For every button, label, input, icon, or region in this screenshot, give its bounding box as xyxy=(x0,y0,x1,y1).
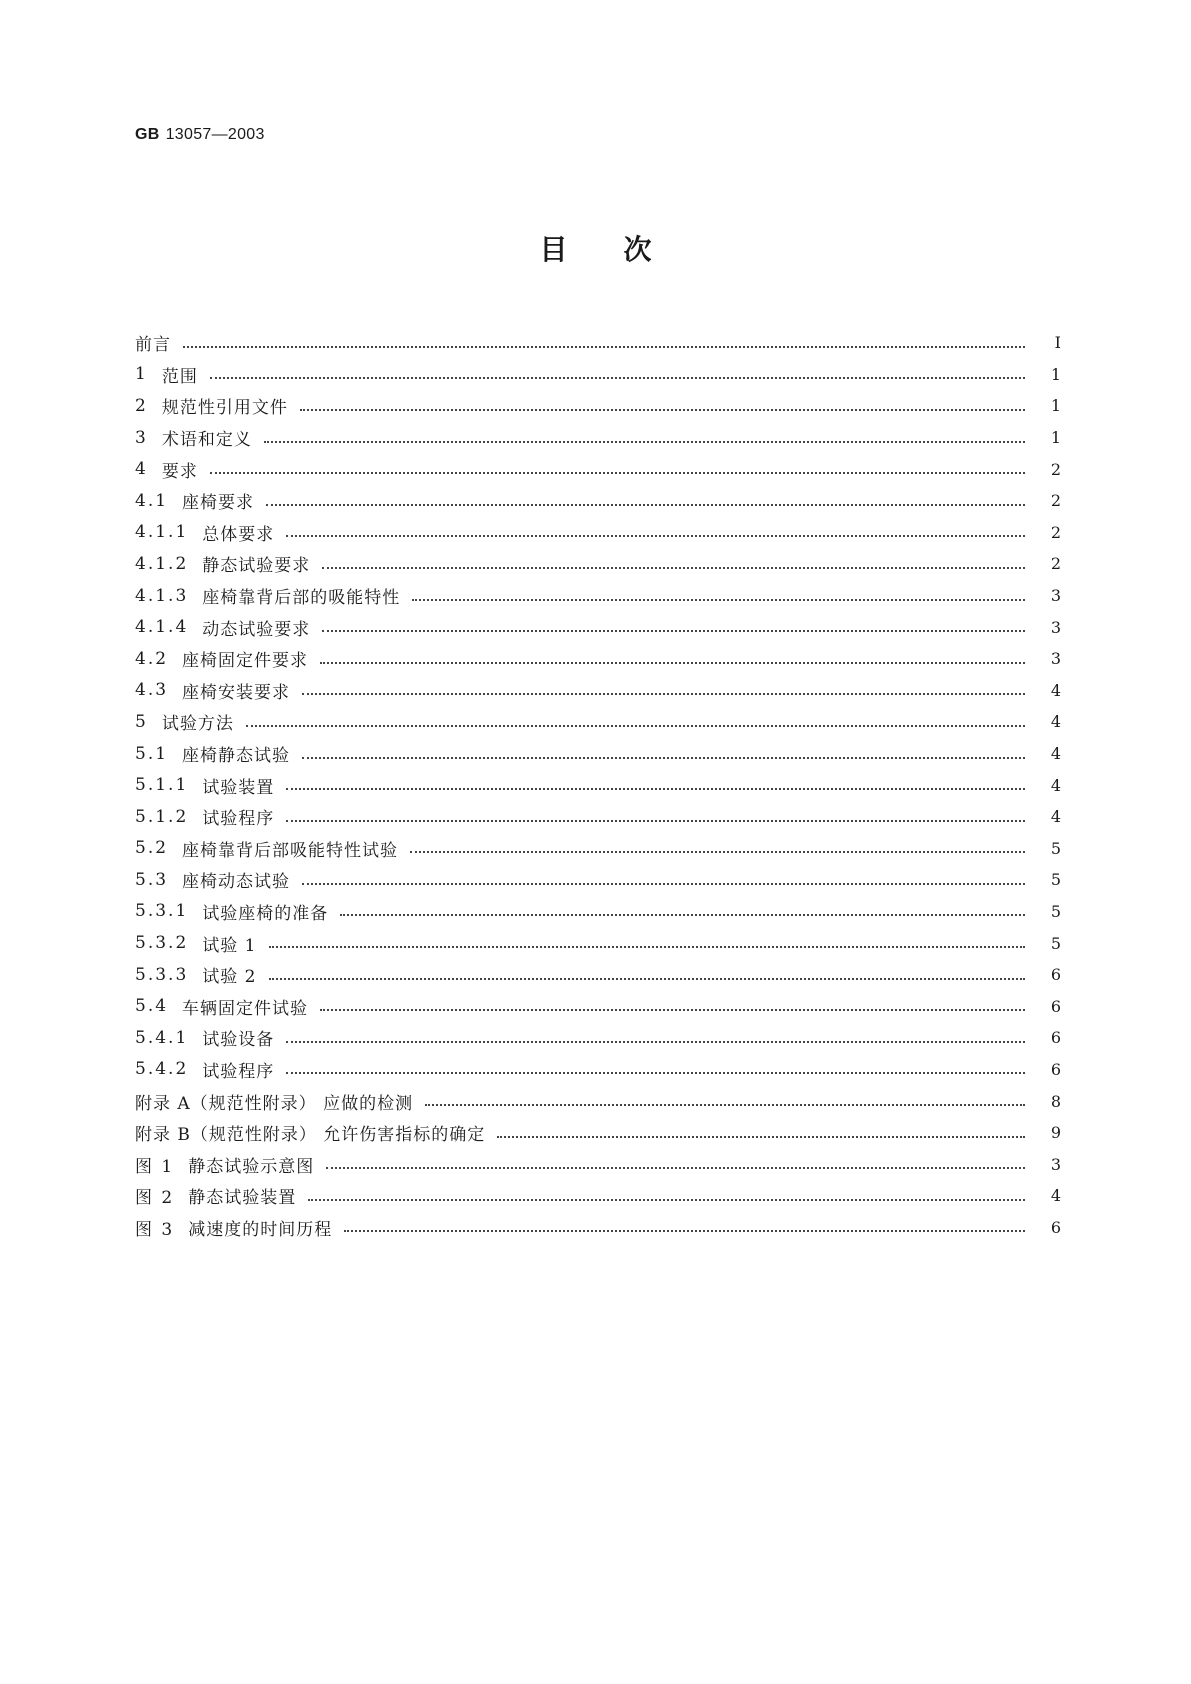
toc-entry-number: 4.1 xyxy=(135,490,169,511)
toc-entry[interactable] xyxy=(135,769,1061,801)
toc-entry-label: 试验座椅的准备 xyxy=(202,903,329,924)
toc-dot-leader xyxy=(286,788,1025,790)
toc-dot-leader xyxy=(322,567,1025,569)
toc-entry-label: 车辆固定件试验 xyxy=(182,998,309,1019)
toc-entry[interactable] xyxy=(135,580,1061,612)
toc-entry[interactable] xyxy=(135,643,1061,675)
toc-entry-label: 规范性引用文件 xyxy=(161,398,288,419)
toc-entry-label: 减速度的时间历程 xyxy=(188,1219,333,1240)
toc-entry-number: 图 1 xyxy=(135,1156,175,1177)
toc-entry-page: 4 xyxy=(1050,744,1061,764)
toc-entry-number: 4.1.1 xyxy=(135,522,189,543)
toc-entry-label: 座椅靠背后部吸能特性试验 xyxy=(182,840,399,861)
toc-dot-leader xyxy=(269,978,1026,980)
toc-entry[interactable] xyxy=(135,390,1061,422)
toc-entry-number: 5.3.2 xyxy=(135,933,189,954)
toc-entry-number: 5.3 xyxy=(135,869,169,890)
toc-entry-page: 6 xyxy=(1050,1217,1061,1237)
toc-entry[interactable] xyxy=(135,675,1061,707)
toc-entry[interactable] xyxy=(135,359,1061,391)
toc-entry-label: 静态试验要求 xyxy=(202,556,311,577)
toc-entry-label: 试验方法 xyxy=(161,714,234,735)
document-header xyxy=(135,126,265,144)
toc-dot-leader xyxy=(302,883,1025,885)
toc-entry-page: 4 xyxy=(1050,775,1061,795)
toc-entry-number: 5.4 xyxy=(135,996,169,1017)
toc-entry[interactable] xyxy=(135,927,1061,959)
toc-entry-label: 前言 xyxy=(135,335,171,356)
toc-dot-leader xyxy=(320,1009,1025,1011)
toc-dot-leader xyxy=(326,1167,1025,1169)
toc-entry-number: 5.3.3 xyxy=(135,964,189,985)
toc-dot-leader xyxy=(308,1199,1025,1201)
toc-entry[interactable] xyxy=(135,896,1061,928)
toc-entry-number: 图 3 xyxy=(135,1219,175,1240)
toc-entry-page: 6 xyxy=(1050,996,1061,1016)
toc-entry-label: 座椅要求 xyxy=(182,493,255,514)
toc-entry-page: 8 xyxy=(1050,1091,1061,1111)
toc-dot-leader xyxy=(266,504,1025,506)
toc-entry-label: 附录 B（规范性附录） 允许伤害指标的确定 xyxy=(135,1125,486,1146)
toc-entry-page: 6 xyxy=(1050,1059,1061,1079)
toc-dot-leader xyxy=(300,409,1025,411)
table-of-contents xyxy=(135,327,1061,1243)
toc-entry[interactable] xyxy=(135,1117,1061,1149)
toc-entry-number: 图 2 xyxy=(135,1188,175,1209)
toc-entry-page: 2 xyxy=(1050,459,1061,479)
toc-entry-page: 5 xyxy=(1050,933,1061,953)
toc-entry-page: 3 xyxy=(1050,1154,1061,1174)
toc-entry[interactable] xyxy=(135,1054,1061,1086)
toc-entry-number: 5.4.1 xyxy=(135,1027,189,1048)
toc-entry-page: 5 xyxy=(1050,838,1061,858)
toc-entry[interactable] xyxy=(135,1180,1061,1212)
standard-code: 13057—2003 xyxy=(165,126,265,143)
toc-entry[interactable] xyxy=(135,1212,1061,1244)
toc-entry-number: 4.1.3 xyxy=(135,585,189,606)
toc-entry-label: 范围 xyxy=(161,366,198,387)
toc-entry-page: 6 xyxy=(1050,965,1061,985)
toc-entry-label: 座椅动态试验 xyxy=(182,872,291,893)
toc-dot-leader xyxy=(340,914,1025,916)
toc-entry[interactable] xyxy=(135,833,1061,865)
toc-dot-leader xyxy=(320,662,1025,664)
toc-entry[interactable] xyxy=(135,327,1061,359)
toc-dot-leader xyxy=(286,1072,1025,1074)
toc-entry[interactable] xyxy=(135,422,1061,454)
toc-entry-label: 试验程序 xyxy=(202,1061,275,1082)
toc-entry[interactable] xyxy=(135,706,1061,738)
toc-entry[interactable] xyxy=(135,485,1061,517)
toc-entry-number: 4.3 xyxy=(135,680,169,701)
toc-entry-page: 3 xyxy=(1050,617,1061,637)
toc-entry-page: 2 xyxy=(1050,522,1061,542)
toc-dot-leader xyxy=(210,472,1025,474)
toc-dot-leader xyxy=(410,851,1025,853)
toc-dot-leader xyxy=(344,1230,1025,1232)
toc-entry-number: 4 xyxy=(135,459,148,480)
toc-entry[interactable] xyxy=(135,1022,1061,1054)
toc-entry-label: 试验 1 xyxy=(202,935,257,956)
toc-dot-leader xyxy=(210,377,1025,379)
toc-entry[interactable] xyxy=(135,611,1061,643)
toc-entry-page: 2 xyxy=(1050,554,1061,574)
toc-entry-label: 附录 A（规范性附录） 应做的检测 xyxy=(135,1093,414,1114)
toc-entry-label: 术语和定义 xyxy=(161,430,252,451)
toc-entry[interactable] xyxy=(135,517,1061,549)
toc-entry-number: 5.4.2 xyxy=(135,1059,189,1080)
toc-dot-leader xyxy=(264,441,1025,443)
toc-entry-label: 静态试验装置 xyxy=(188,1188,297,1209)
toc-dot-leader xyxy=(302,757,1025,759)
toc-entry[interactable] xyxy=(135,864,1061,896)
toc-entry-label: 总体要求 xyxy=(202,524,275,545)
toc-entry-number: 4.1.2 xyxy=(135,553,189,574)
toc-entry-label: 座椅安装要求 xyxy=(182,682,291,703)
toc-dot-leader xyxy=(246,725,1025,727)
toc-entry-label: 座椅固定件要求 xyxy=(182,651,309,672)
toc-entry-number: 5.1.2 xyxy=(135,806,189,827)
toc-entry-label: 要求 xyxy=(161,461,198,482)
toc-entry-number: 1 xyxy=(135,364,148,385)
toc-entry[interactable] xyxy=(135,959,1061,991)
toc-entry-page: 4 xyxy=(1050,680,1061,700)
standard-prefix: GB xyxy=(135,126,160,143)
toc-entry-number: 5.1 xyxy=(135,743,169,764)
toc-entry-page: 2 xyxy=(1050,491,1061,511)
toc-entry-page: 5 xyxy=(1050,901,1061,921)
toc-entry-number: 5.3.1 xyxy=(135,901,189,922)
toc-entry-page: 4 xyxy=(1050,807,1061,827)
toc-entry-page: 3 xyxy=(1050,649,1061,669)
toc-dot-leader xyxy=(412,599,1025,601)
toc-entry[interactable] xyxy=(135,801,1061,833)
toc-entry-page: 3 xyxy=(1050,586,1061,606)
toc-entry[interactable] xyxy=(135,738,1061,770)
toc-entry-label: 座椅静态试验 xyxy=(182,746,291,767)
toc-dot-leader xyxy=(286,820,1025,822)
toc-entry-label: 试验 2 xyxy=(202,967,257,988)
toc-dot-leader xyxy=(322,630,1025,632)
toc-entry-number: 5.2 xyxy=(135,838,169,859)
toc-entry[interactable] xyxy=(135,548,1061,580)
toc-entry-label: 试验装置 xyxy=(202,777,275,798)
toc-entry-label: 试验设备 xyxy=(202,1030,275,1051)
toc-dot-leader xyxy=(425,1104,1025,1106)
toc-entry-page: 5 xyxy=(1050,870,1061,890)
toc-entry-page: 4 xyxy=(1050,1186,1061,1206)
toc-entry[interactable] xyxy=(135,1148,1061,1180)
toc-entry-label: 试验程序 xyxy=(202,809,275,830)
toc-entry-number: 4.2 xyxy=(135,648,169,669)
toc-dot-leader xyxy=(497,1136,1025,1138)
toc-entry-number: 2 xyxy=(135,395,148,416)
toc-dot-leader xyxy=(286,535,1025,537)
toc-title: 目次 xyxy=(539,233,708,266)
toc-entry-number: 5 xyxy=(135,711,148,732)
toc-entry[interactable] xyxy=(135,1085,1061,1117)
toc-dot-leader xyxy=(286,1041,1025,1043)
toc-dot-leader xyxy=(302,693,1025,695)
toc-entry-page: 1 xyxy=(1050,364,1061,384)
toc-entry-page: 9 xyxy=(1050,1123,1061,1143)
toc-entry-number: 5.1.1 xyxy=(135,775,189,796)
toc-entry-page: 6 xyxy=(1050,1028,1061,1048)
toc-entry-number: 3 xyxy=(135,427,148,448)
toc-entry-page: 4 xyxy=(1050,712,1061,732)
toc-dot-leader xyxy=(183,346,1025,348)
toc-entry-label: 座椅靠背后部的吸能特性 xyxy=(202,588,401,609)
toc-entry-page: 1 xyxy=(1050,428,1061,448)
toc-entry-page: 1 xyxy=(1050,396,1061,416)
toc-dot-leader xyxy=(269,946,1026,948)
toc-entry-number: 4.1.4 xyxy=(135,617,189,638)
toc-entry-label: 动态试验要求 xyxy=(202,619,311,640)
toc-entry[interactable] xyxy=(135,453,1061,485)
toc-entry-label: 静态试验示意图 xyxy=(188,1156,315,1177)
toc-entry[interactable] xyxy=(135,990,1061,1022)
toc-entry-page: I xyxy=(1054,333,1061,353)
